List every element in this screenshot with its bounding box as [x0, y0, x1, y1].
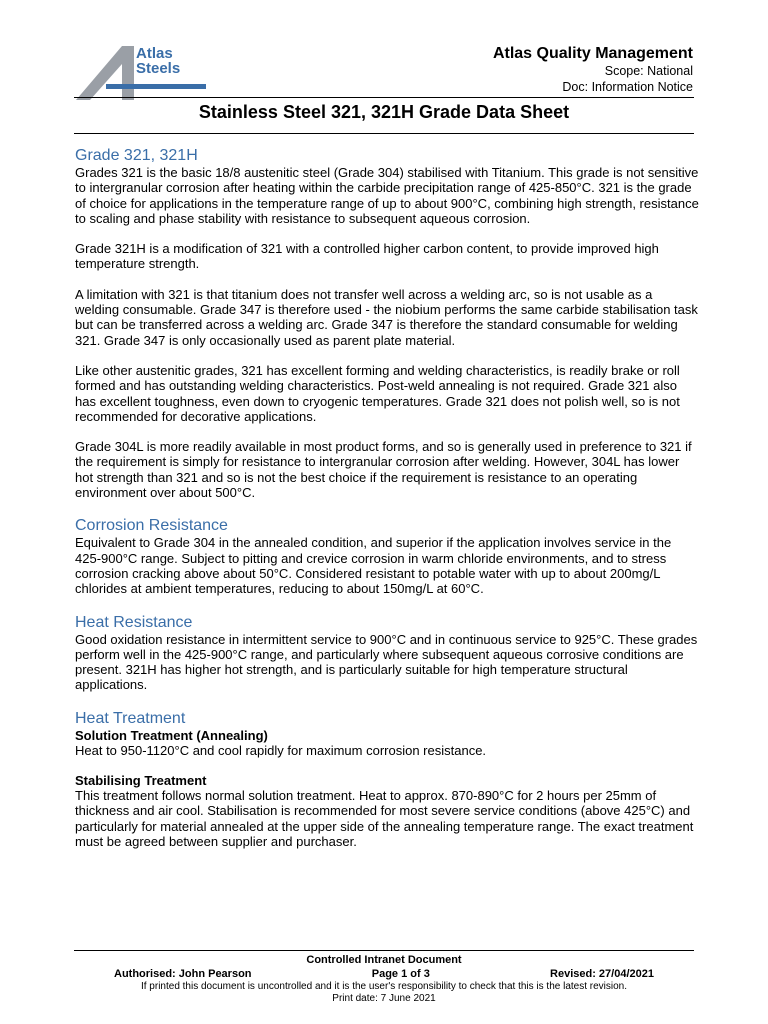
section-heading: Heat Resistance [75, 613, 193, 631]
subheading: Stabilising Treatment [75, 773, 207, 789]
page-number: Page 1 of 3 [371, 968, 430, 980]
paragraph: Grade 321H is a modification of 321 with a controlled higher carbon content, to provide improved high temperature strength. [75, 241, 659, 272]
subheading: Solution Treatment (Annealing) [75, 727, 268, 743]
paragraph: Like other austenitic grades, 321 has excellent forming and welding characteristics, is readily brake or roll formed and has outstanding welding characteristics. Post-weld annealing is not required. Grade 321 also has excellent toughness, even down to cryogenic temperatures. Grade 321 does not polish well, so is not recommended for decorative applications. [75, 362, 680, 424]
scope: Scope: National [604, 64, 693, 78]
header-rule [74, 97, 694, 98]
title-rule [74, 133, 694, 134]
revised-date: Revised: 27/04/2021 [550, 968, 654, 980]
page-title: Stainless Steel 321, 321H Grade Data Sheet [198, 102, 570, 122]
paragraph: Equivalent to Grade 304 in the annealed condition, and superior if the application involves service in the 425-900°C range. Subject to pitting and crevice corrosion in warm chloride environments, and to stress corrosion cracking above about 50°C. Considered resistant to potable water with up to about 200mg/L chlorides at ambient temperatures, reducing to about 150mg/L at 60°C. [75, 535, 672, 597]
paragraph: Good oxidation resistance in intermittent service to 900°C and in continuous service to 925°C. These grades perform well in the 425-900°C range, and particularly where subsequent aqueous corrosive conditions are present. 321H has higher hot strength, and is particularly suitable for high temperature structural applications. [75, 631, 698, 693]
footer [74, 953, 694, 1005]
document-body [75, 146, 700, 864]
footer-meta-row [74, 967, 694, 981]
paragraph: This treatment follows normal solution treatment. Heat to approx. 870-890°C for 2 hours per 25mm of thickness and air cool. Stabilisation is recommended for most severe service conditions (above 425°C) and particularly for material annealed at the upper side of the annealing temperature range. The exact treatment must be agreed between supplier and purchaser. [75, 788, 694, 849]
authorised: Authorised: John Pearson [114, 968, 252, 980]
section-heading: Heat Treatment [75, 709, 186, 727]
section-heading: Corrosion Resistance [75, 517, 228, 535]
disclaimer: If printed this document is uncontrolled and it is the user's responsibility to check that this is the latest revision. [140, 981, 628, 992]
header-info [493, 45, 693, 95]
org-name: Atlas Quality Management [492, 45, 693, 62]
print-date: Print date: 7 June 2021 [332, 993, 436, 1004]
doc-type: Doc: Information Notice [562, 80, 693, 94]
paragraph: Grade 304L is more readily available in most product forms, and so is generally used in preference to 321 if the requirement is simply for resistance to intergranular corrosion after welding. However, 304L has lower hot strength than 321 and so is not the best choice if the requirement is resistance to an operating environment over about 500°C. [75, 439, 692, 501]
logo-wordmark: Atlas Steels [136, 45, 181, 77]
paragraph: Heat to 950-1120°C and cool rapidly for maximum corrosion resistance. [75, 742, 487, 758]
paragraph: Grades 321 is the basic 18/8 austenitic steel (Grade 304) stabilised with Titanium. This grade is not sensitive to intergranular corrosion after heating within the carbide precipitation range of 425-850°C. 321 is the grade of choice for applications in the temperature range of up to about 900°C, combining high strength, resistance to scaling and phase stability with resistance to subsequent aqueous corrosion. [75, 165, 699, 226]
controlled-label: Controlled Intranet Document [306, 954, 462, 966]
section-heading: Grade 321, 321H [75, 147, 198, 164]
footer-rule [74, 950, 694, 951]
paragraph: A limitation with 321 is that titanium does not transfer well across a welding arc, so is not usable as a welding consumable. Grade 347 is therefore used - the niobium performs the same carbide stabilisation task but can be transferred across a welding arc. Grade 347 is therefore the standard consumable for welding 321. Grade 347 is only occasionally used as parent plate material. [75, 286, 698, 348]
